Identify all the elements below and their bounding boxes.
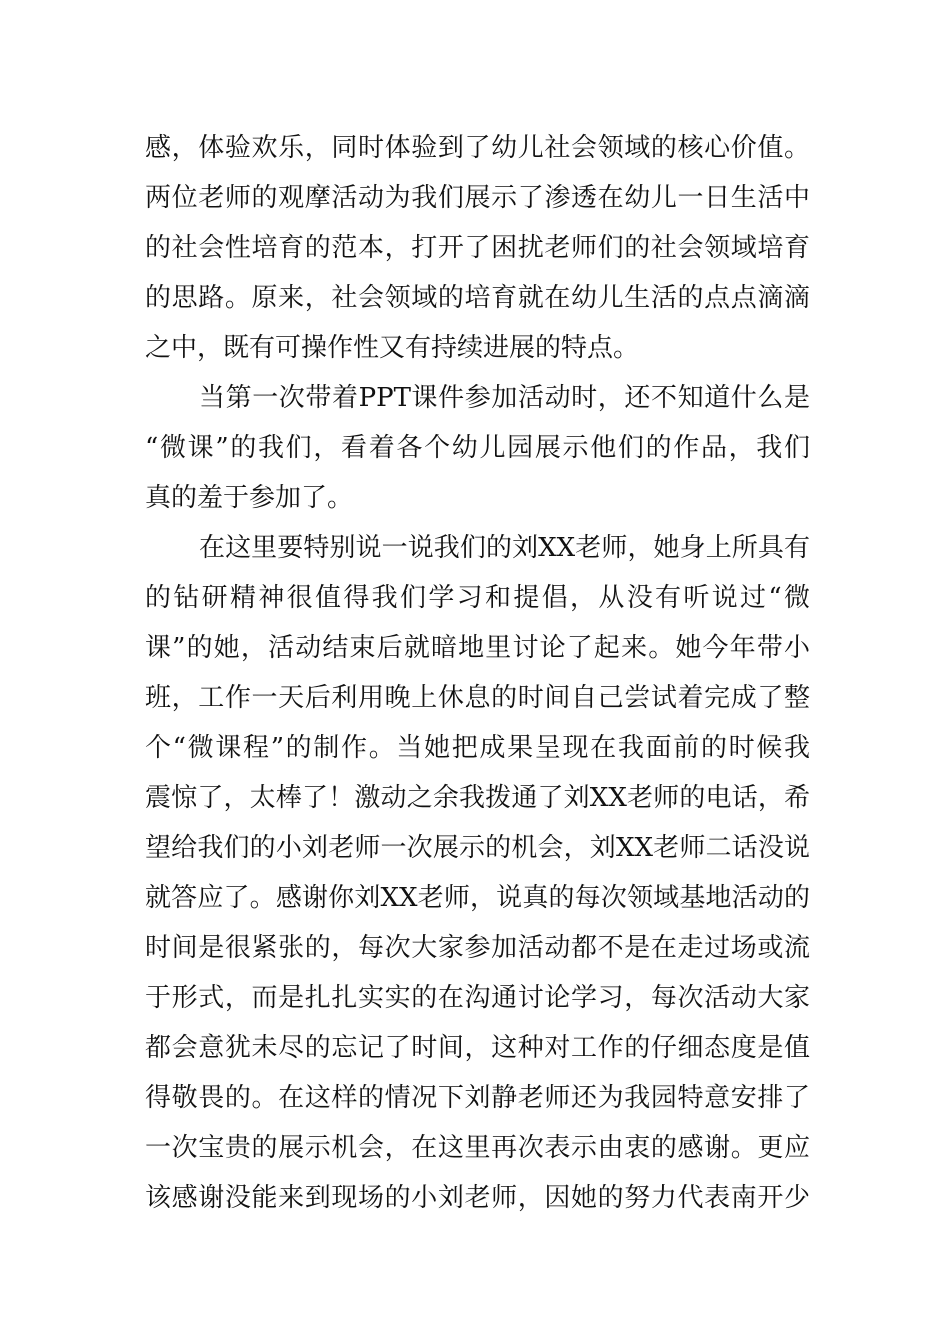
text-line: 班，工作一天后利用晚上休息的时间自己尝试着完成了整 xyxy=(145,683,810,713)
text-line: 在这里要特别说一说我们的刘XX老师，她身上所具有 xyxy=(199,533,810,563)
text-line: 就答应了。感谢你刘XX老师，说真的每次领域基地活动的 xyxy=(145,883,810,913)
text-line: 震惊了，太棒了！激动之余我拨通了刘XX老师的电话，希 xyxy=(145,783,810,813)
text-line: 得敬畏的。在这样的情况下刘静老师还为我园特意安排了 xyxy=(145,1083,810,1113)
text-line: 真的羞于参加了。 xyxy=(145,483,354,513)
text-line: 感，体验欢乐，同时体验到了幼儿社会领域的核心价值。 xyxy=(145,133,810,163)
text-line: 一次宝贵的展示机会，在这里再次表示由衷的感谢。更应 xyxy=(145,1133,810,1163)
text-line: 两位老师的观摩活动为我们展示了渗透在幼儿一日生活中 xyxy=(145,183,810,213)
text-line: 之中，既有可操作性又有持续进展的特点。 xyxy=(145,333,640,363)
text-line: 于形式，而是扎扎实实的在沟通讨论学习，每次活动大家 xyxy=(145,983,810,1013)
text-line: 当第一次带着PPT课件参加活动时，还不知道什么是 xyxy=(199,383,810,413)
text-line: 都会意犹未尽的忘记了时间，这种对工作的仔细态度是值 xyxy=(145,1033,810,1063)
body-text xyxy=(145,123,810,1223)
text-line: 该感谢没能来到现场的小刘老师，因她的努力代表南开少 xyxy=(145,1183,810,1213)
text-line: 时间是很紧张的，每次大家参加活动都不是在走过场或流 xyxy=(145,933,810,963)
text-line: 的思路。原来，社会领域的培育就在幼儿生活的点点滴滴 xyxy=(145,283,810,313)
text-line: 课”的她，活动结束后就暗地里讨论了起来。她今年带小 xyxy=(145,633,810,663)
text-line: 望给我们的小刘老师一次展示的机会，刘XX老师二话没说 xyxy=(145,833,810,863)
text-line: “微课”的我们，看着各个幼儿园展示他们的作品，我们 xyxy=(145,433,810,463)
text-line: 个“微课程”的制作。当她把成果呈现在我面前的时候我 xyxy=(145,733,810,763)
text-line: 的社会性培育的范本，打开了困扰老师们的社会领域培育 xyxy=(145,233,810,263)
text-line: 的钻研精神很值得我们学习和提倡，从没有听说过“微 xyxy=(145,583,810,613)
